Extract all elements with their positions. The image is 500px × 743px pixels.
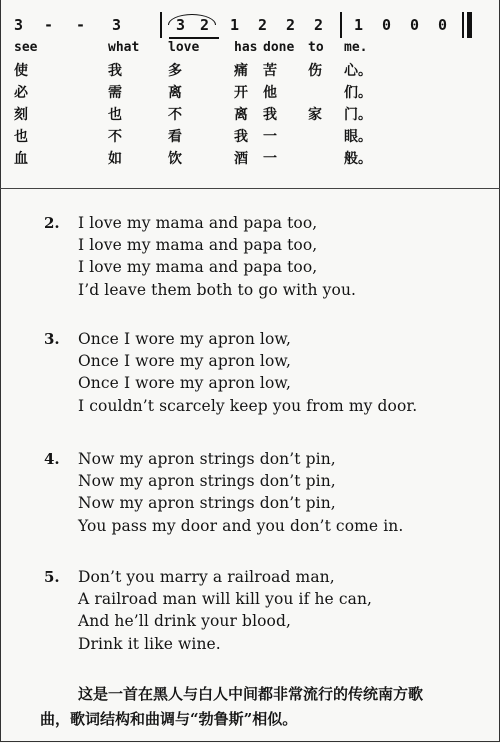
lyric-character: 不 [108,129,122,145]
lyric-character: 门。 [344,107,372,123]
lyric-character: 也 [14,129,28,145]
lyric-character: 般。 [344,151,372,167]
final-bar-line [467,12,472,38]
bar-line [160,12,162,38]
lyric-character: 开 [234,85,248,101]
lyric-character: 心。 [344,63,372,79]
lyric-character: 必 [14,85,28,101]
beam-underline [169,37,219,39]
note-digit: 2 [286,16,296,34]
note-digit: 0 [410,16,420,34]
note-digit: 2 [200,16,210,34]
lyric-syllable: what [108,40,140,55]
lyric-character: 需 [108,85,122,101]
lyric-character: 伤 [308,63,322,79]
verse-line: Now my apron strings don’t pin, [78,450,336,468]
lyric-syllable: see [14,40,38,55]
lyric-character: 不 [168,107,182,123]
lyric-character: 饮 [168,151,182,167]
lyrics-english [0,40,500,62]
section-divider [0,188,500,189]
lyric-character: 们。 [344,85,372,101]
verse-number: 3. [44,330,60,348]
verse-line: Drink it like wine. [78,635,221,653]
note-digit: 0 [382,16,392,34]
lyrics-chinese-line [0,60,500,82]
verse-line: Once I wore my apron low, [78,330,291,348]
lyric-character: 我 [108,63,122,79]
lyric-character: 一 [263,129,277,145]
verse-line: Now my apron strings don’t pin, [78,494,336,512]
lyrics-chinese-line [0,126,500,148]
lyric-character: 离 [168,85,182,101]
lyric-character: 使 [14,63,28,79]
note-digit: 1 [354,16,364,34]
verse-line: And he’ll drink your blood, [78,612,292,630]
lyric-character: 眼。 [344,129,372,145]
note-digit: 3 [112,16,122,34]
verse-line: I’d leave them both to go with you. [78,281,357,299]
lyric-syllable: to [308,40,324,55]
lyric-character: 离 [234,107,248,123]
lyric-character: 家 [308,107,322,123]
lyric-character: 一 [263,151,277,167]
lyric-character: 他 [263,85,277,101]
footnote-line-1: 这是一首在黑人与白人中间都非常流行的传统南方歌 [78,685,424,703]
lyric-character: 我 [234,129,248,145]
lyric-character: 如 [108,151,122,167]
note-digit: 0 [438,16,448,34]
lyric-character: 酒 [234,151,248,167]
lyrics-chinese-line [0,82,500,104]
lyric-syllable: done [263,40,295,55]
sustain-dash: - [76,16,86,34]
verse-line: Once I wore my apron low, [78,352,291,370]
verse-line: I love my mama and papa too, [78,214,318,232]
verse-line: A railroad man will kill you if he can, [78,590,373,608]
notation-row [0,8,500,38]
lyric-syllable: has [234,40,258,55]
verse-line: Don’t you marry a railroad man, [78,568,335,586]
verse-line: I love my mama and papa too, [78,236,318,254]
lyric-character: 刻 [14,107,28,123]
lyric-character: 多 [168,63,182,79]
verse-line: I couldn’t scarcely keep you from my door. [78,397,418,415]
lyric-syllable: love [168,40,200,55]
verse-number: 5. [44,568,60,586]
note-digit: 2 [314,16,324,34]
lyric-character: 血 [14,151,28,167]
verse-line: Now my apron strings don’t pin, [78,472,336,490]
footnote-line-2: 曲，歌词结构和曲调与“勃鲁斯”相似。 [40,710,298,728]
verse-line: I love my mama and papa too, [78,258,318,276]
verse-line: Once I wore my apron low, [78,374,291,392]
sustain-dash: - [44,16,54,34]
lyric-character: 看 [168,129,182,145]
lyric-character: 苦 [263,63,277,79]
lyrics-chinese-line [0,148,500,170]
bar-line [340,12,342,38]
music-score [0,0,500,190]
verse-number: 4. [44,450,60,468]
lyric-syllable: me. [344,40,368,55]
verse-line: You pass my door and you don’t come in. [78,517,404,535]
note-digit: 3 [14,16,24,34]
lyrics-chinese-line [0,104,500,126]
lyric-character: 我 [263,107,277,123]
lyric-character: 也 [108,107,122,123]
note-digit: 3 [176,16,186,34]
note-digit: 1 [230,16,240,34]
note-digit: 2 [258,16,268,34]
bar-line [462,12,464,38]
lyric-character: 痛 [234,63,248,79]
verse-number: 2. [44,214,60,232]
